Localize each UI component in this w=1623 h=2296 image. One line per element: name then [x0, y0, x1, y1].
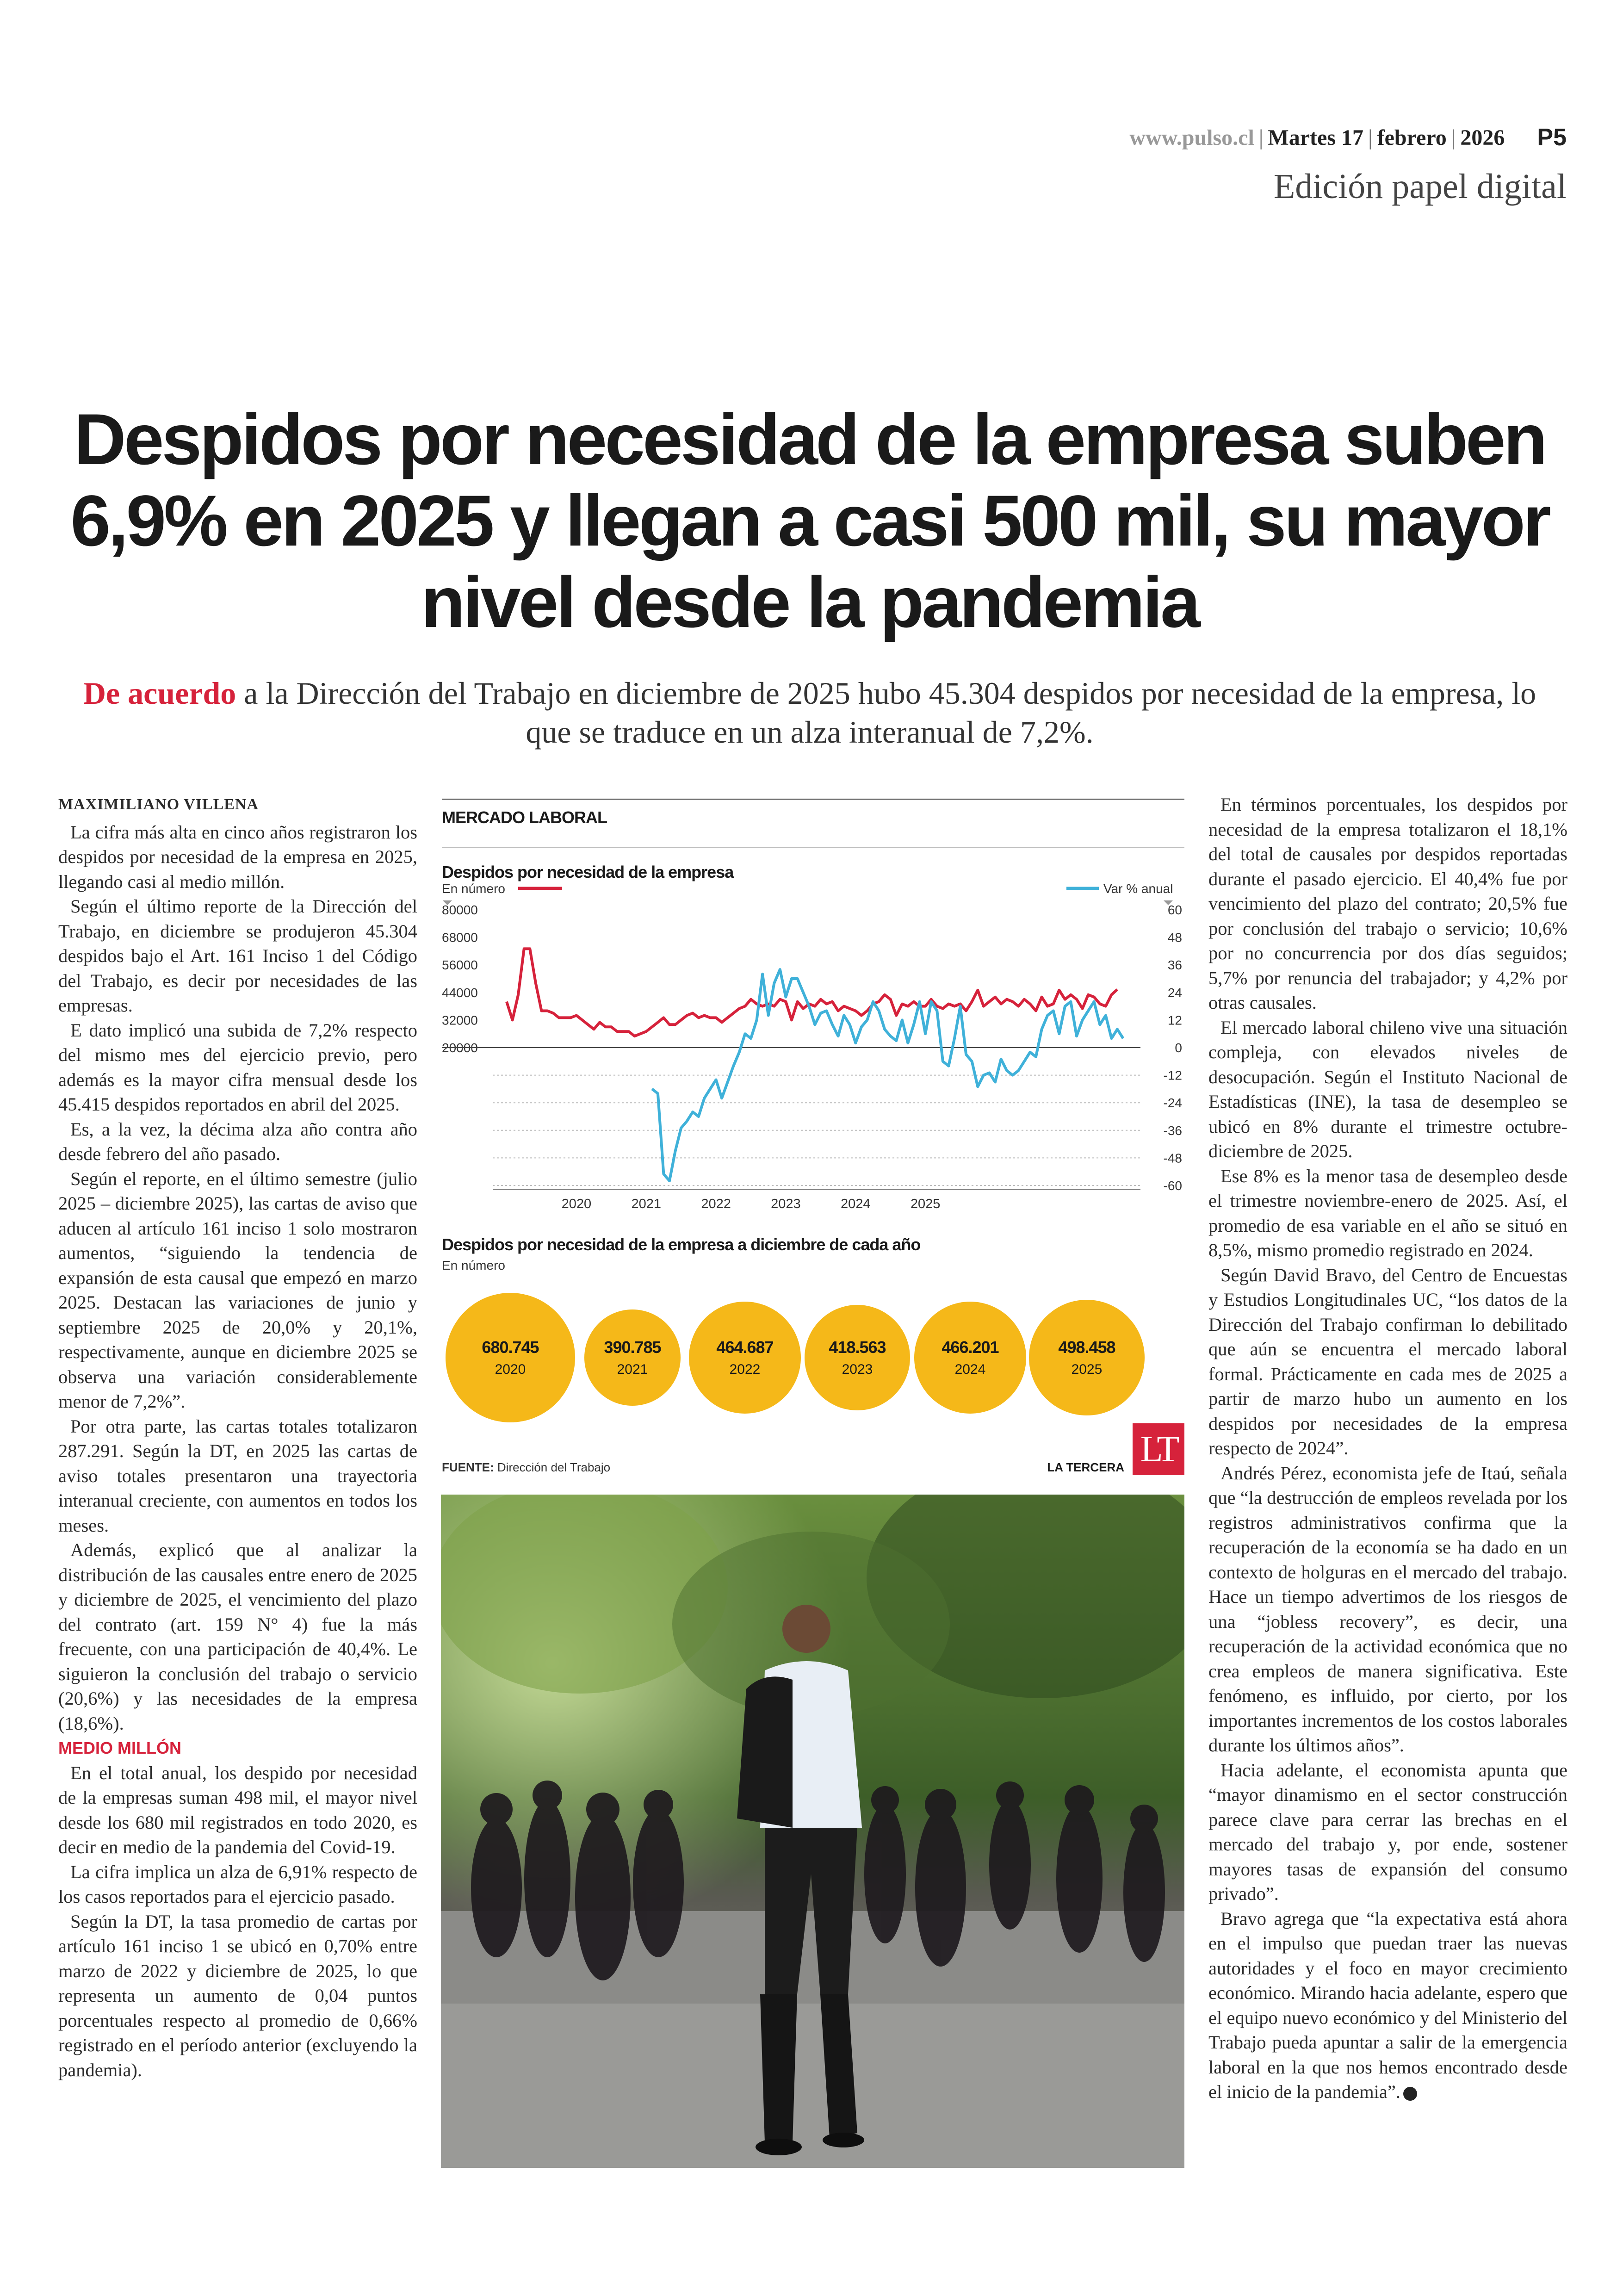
paragraph: E dato implicó una subida de 7,2% respecto del mismo mes del ejercicio previo, pero además es la mayor cifra mensual desde los 45.415 despidos reportados en abril del 2025. [58, 1019, 417, 1115]
x-axis-tick: 2024 [841, 1197, 871, 1211]
end-of-article-icon [1403, 2087, 1417, 2101]
paragraph: Por otra parte, las cartas totales totalizaron 287.291. Según la DT, en 2025 las cartas de aviso totales presentaron una trayectoria interanual creciente, con aumentos en todos los meses. [58, 1415, 417, 1536]
divider [442, 847, 1184, 848]
circle-chart-title: Despidos por necesidad de la empresa a diciembre de cada año [442, 1235, 921, 1254]
source-label: FUENTE: [442, 1460, 494, 1474]
year-circle-2022 [689, 1302, 801, 1414]
paragraph: La cifra más alta en cinco años registraron los despidos por necesidad de la empresa en 2025, llegando casi al medio millón. [58, 821, 417, 892]
circle-year: 2022 [729, 1361, 761, 1377]
deck [69, 674, 1550, 751]
paragraph: Según la DT, la tasa promedio de cartas por artículo 161 inciso 1 se ubicó en 0,70% entre marzo de 2022 y diciembre de 2025, lo que representa un aumento de 0,04 puntos porcentuales respecto al promedio de 0,66% registrado en el período anterior (excluyendo la pandemia). [58, 1911, 417, 2080]
left-axis-tick: 68000 [442, 930, 478, 945]
page-header [1129, 121, 1567, 154]
left-axis-tick: 32000 [442, 1013, 478, 1028]
right-axis-tick: 0 [1175, 1041, 1182, 1055]
left-axis-tick: 44000 [442, 985, 478, 1000]
date-month: febrero [1377, 125, 1447, 150]
paragraph: Hacia adelante, el economista apunta que “mayor dinamismo en el sector construcción parece clave para cerrar las brechas en el mercado del trabajo y, por ende, sostener mayores tasas de expansión del consumo privado”. [1208, 1759, 1567, 1904]
news-photo [441, 1495, 1184, 2168]
la-tercera-logo: LT [1133, 1423, 1184, 1475]
line-chart-title: Despidos por necesidad de la empresa [442, 863, 734, 881]
right-axis-tick: 36 [1167, 958, 1182, 973]
right-axis-tick: 12 [1167, 1013, 1182, 1028]
circle-value: 498.458 [1058, 1337, 1115, 1357]
brand-name: LA TERCERA [1047, 1460, 1124, 1474]
separator: | [1368, 125, 1373, 150]
source-note [442, 1460, 610, 1475]
circle-value: 680.745 [482, 1337, 539, 1357]
circle-value: 466.201 [942, 1337, 999, 1357]
date-year: 2026 [1460, 125, 1505, 150]
paragraph [1208, 1906, 1567, 2104]
right-axis-tick: -36 [1163, 1123, 1182, 1138]
circle-year: 2021 [617, 1361, 648, 1377]
x-axis-tick: 2023 [771, 1197, 801, 1211]
deck-lead: De acuerdo [83, 676, 236, 711]
paragraph: Es, a la vez, la décima alza año contra año desde febrero del año pasado. [58, 1118, 417, 1164]
x-axis-tick: 2020 [561, 1197, 592, 1211]
right-axis-tick: -24 [1163, 1096, 1182, 1111]
right-axis-tick: 48 [1167, 930, 1182, 945]
paragraph-text: Bravo agrega que “la expectativa está ahora en el impulso que puedan traer las nuevas autoridades y el foco en mayor crecimiento económico. Mirando hacia adelante, espero que el equipo nuevo económico y del Ministerio del Trabajo pueda apuntar a salir de la emergencia laboral en la que nos hemos encontrado desde el inicio de la pandemia”. [1208, 1908, 1567, 2102]
right-axis-tick: 60 [1167, 903, 1182, 917]
byline: MAXIMILIANO VILLENA [58, 796, 259, 813]
circle-year: 2023 [842, 1361, 873, 1377]
paragraph: El mercado laboral chileno vive una situación compleja, con elevados niveles de desocupación. Según el Instituto Nacional de Estadísticas (INE), la tasa de desempleo se ubicó en 8% durante el trimestre octubre-diciembre de 2025. [1208, 1017, 1567, 1161]
infographic [442, 799, 1184, 1479]
circle-chart [442, 1289, 1184, 1428]
left-column [58, 792, 417, 2082]
paragraph: En el total anual, los despido por necesidad de la empresas suman 498 mil, el mayor nivel desde los 680 mil registrados en todo 2020, es decir en medio de la pandemia del Covid-19. [58, 1762, 417, 1857]
paragraph: Andrés Pérez, economista jefe de Itaú, señala que “la destrucción de empleos revelada por los registros administrativos confirma que la recuperación de la economía se ha dado en un contexto de holguras en el mercado del trabajo. Hace un tiempo advertimos de los riesgos de una “jobless recovery”, es decir, una recuperación de la actividad económica que no crea empleos de manera significativa. Este fenómeno, es influido, por cierto, por los importantes incrementos de los costos laborales durante los últimos años”. [1208, 1462, 1567, 1756]
right-axis-tick: -48 [1163, 1151, 1182, 1166]
separator: | [1258, 125, 1264, 150]
paragraph: Además, explicó que al analizar la distribución de las causales entre enero de 2025 y diciembre de 2025, el vencimiento del plazo del contrato (art. 159 N° 4) fue la más frecuente, con una participación de 40,4%. Le siguieron la conclusión del trabajo o servicio (20,6%) y las necesidades de la empresa (18,6%). [58, 1539, 417, 1734]
circle-chart-unit: En número [442, 1258, 505, 1272]
year-circle-2024 [914, 1302, 1027, 1414]
right-axis-tick: -60 [1163, 1179, 1182, 1193]
circle-year: 2024 [954, 1361, 986, 1377]
site-url[interactable]: www.pulso.cl [1129, 125, 1254, 150]
paragraph: Según el último reporte de la Dirección del Trabajo, en diciembre se produjeron 45.304 despidos bajo el Art. 161 Inciso 1 del Código del Trabajo, es decir por necesidades de las empresas. [58, 896, 417, 1016]
year-circle-2023 [805, 1305, 910, 1410]
deck-text: a la Dirección del Trabajo en diciembre de 2025 hubo 45.304 despidos por necesidad de la empresa, lo que se traduce en un alza interanual de 7,2%. [236, 676, 1536, 750]
paragraph: La cifra implica un alza de 6,91% respecto de los casos reportados para el ejercicio pasado. [58, 1861, 417, 1907]
right-axis-tick: -12 [1163, 1068, 1182, 1083]
right-axis-tick: 24 [1167, 985, 1182, 1000]
year-circle-2025 [1029, 1300, 1145, 1415]
source-text: Dirección del Trabajo [494, 1460, 611, 1474]
left-legend-label: En número [442, 882, 505, 896]
edition-label: Edición papel digital [1273, 167, 1567, 206]
circle-value: 464.687 [716, 1337, 774, 1357]
year-circle-2020 [446, 1293, 575, 1422]
right-column [1208, 792, 1567, 2104]
paragraph: Según David Bravo, del Centro de Encuestas y Estudios Longitudinales UC, “los datos de la Dirección del Trabajo confirman lo debilitado que aún se encuentra el mercado laboral formal. Prácticamente en cada mes de 2025 a partir de marzo hubo un aumento en los despidos por necesidades de la empresa respecto de 2024”. [1208, 1264, 1567, 1458]
right-legend-label: Var % anual [1103, 882, 1173, 896]
line-chart [442, 882, 1184, 1224]
circle-value: 418.563 [829, 1337, 886, 1357]
date-weekday: Martes 17 [1268, 125, 1363, 150]
x-axis-tick: 2021 [631, 1197, 661, 1211]
headline: Despidos por necesidad de la empresa suben 6,9% en 2025 y llegan a casi 500 mil, su mayor nivel desde la pandemia [70, 399, 1549, 643]
x-axis-tick: 2025 [910, 1197, 941, 1211]
left-axis-tick: 20000 [442, 1041, 478, 1055]
circle-value: 390.785 [604, 1337, 661, 1357]
circle-year: 2025 [1071, 1361, 1103, 1377]
x-axis-tick: 2022 [701, 1197, 731, 1211]
separator: | [1451, 125, 1456, 150]
pedestrians-photo-illustration [441, 1495, 1184, 2168]
left-axis-tick: 56000 [442, 958, 478, 973]
infographic-section-title: MERCADO LABORAL [442, 808, 607, 827]
paragraph: Según el reporte, en el último semestre (julio 2025 – diciembre 2025), las cartas de aviso que aducen al artículo 161 inciso 1 solo mostraron aumentos, “siguiendo la tendencia de expansión de esta causal que empezó en marzo 2025. Destacan las variaciones de junio y septiembre 2025 de 20,0% y 20,1%, respectivamente, aunque en diciembre 2025 se observa una variación considerablemente menor de 7,2%”. [58, 1168, 417, 1412]
circle-year: 2020 [495, 1361, 526, 1377]
series-line-despidos [507, 949, 1117, 1036]
page-number: P5 [1537, 124, 1567, 151]
left-axis-tick: 80000 [442, 903, 478, 917]
subhead: MEDIO MILLÓN [58, 1738, 181, 1757]
year-circle-2021 [584, 1309, 681, 1406]
paragraph: En términos porcentuales, los despidos por necesidad de la empresa totalizaron el 18,1% del total de causales por despidos reportadas durante el pasado ejercicio. El 40,4% fue por vencimiento del plazo del contrato; 20,5% fue por conclusión del trabajo o servicio; 10,6% por no concurrencia por dos días seguidos; 5,7% por renuncia del trabajador; y 4,2% por otras causales. [1208, 794, 1567, 1013]
paragraph: Ese 8% es la menor tasa de desempleo desde el trimestre noviembre-enero de 2025. Así, el promedio de esa variable en el año se situó en 8,5%, mismo promedio registrado en 2024. [1208, 1165, 1567, 1260]
divider [442, 799, 1184, 800]
